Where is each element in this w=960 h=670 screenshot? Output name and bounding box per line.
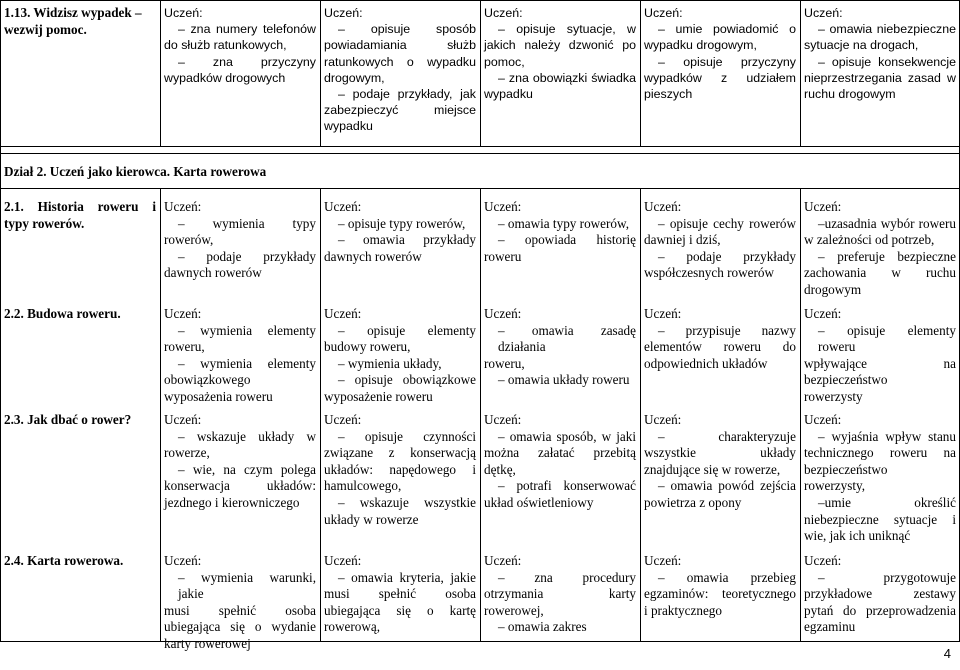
cell-line: typy rowerów. bbox=[4, 215, 85, 231]
cell-line: – zna obowiązki świadka bbox=[498, 70, 636, 85]
cell-line: wypadku bbox=[484, 87, 533, 102]
cell-line: – opisuje elementy roweru bbox=[818, 322, 956, 355]
topic-cell bbox=[0, 198, 160, 232]
cell-line: dawniej i dziś, bbox=[644, 232, 721, 248]
cell-line: budowy roweru, bbox=[324, 339, 411, 355]
req-cell bbox=[160, 552, 320, 653]
cell-line: – przypisuje nazwy bbox=[658, 322, 796, 338]
cell-line: do służb ratunkowych, bbox=[164, 38, 287, 53]
cell-line: Uczeń: bbox=[484, 553, 522, 568]
cell-line: egzaminów: teoretycznego bbox=[644, 586, 796, 602]
cell-line: – podaje przykłady bbox=[178, 248, 316, 264]
cell-line: dawnych rowerów bbox=[324, 248, 422, 264]
cell-line: nieprzestrzegania zasad w bbox=[804, 70, 956, 85]
req-cell bbox=[320, 305, 480, 406]
cell-line: Uczeń: bbox=[644, 553, 682, 568]
cell-line: Uczeń: bbox=[484, 199, 522, 214]
cell-line: – wymienia elementy bbox=[178, 322, 316, 338]
cell-line: odpowiednich układów bbox=[644, 355, 768, 371]
req-cell bbox=[480, 4, 640, 102]
cell-line: ratunkowych o wypadku bbox=[324, 54, 476, 69]
cell-line: – zna przyczyny bbox=[178, 54, 316, 69]
cell-line: wyposażenie roweru bbox=[324, 388, 433, 404]
cell-line: – omawia typy rowerów, bbox=[498, 215, 629, 231]
cell-line: rowerze, bbox=[164, 445, 210, 461]
cell-line: drogowym bbox=[804, 281, 862, 297]
cell-line: – opisuje obowiązkowe bbox=[338, 372, 476, 388]
cell-line: dawnych rowerów bbox=[164, 265, 262, 281]
cell-line: – wie, na czym polega bbox=[178, 461, 316, 477]
cell-line: rowerową, bbox=[324, 619, 381, 635]
cell-line: – omawia przykłady bbox=[338, 232, 476, 248]
cell-line: wypadków drogowych bbox=[164, 70, 286, 85]
cell-line: egzaminu bbox=[804, 619, 856, 635]
cell-line: można załatać przebitą bbox=[484, 445, 636, 461]
cell-line: Uczeń: bbox=[804, 553, 842, 568]
req-cell bbox=[480, 552, 640, 636]
req-cell bbox=[800, 4, 960, 102]
cell-line: – opisuje sytuacje, w bbox=[498, 22, 636, 37]
cell-line: – opisuje cechy rowerów bbox=[658, 215, 796, 231]
cell-line: – umie powiadomić o bbox=[658, 22, 796, 37]
cell-line: – omawia przebieg bbox=[658, 569, 796, 585]
cell-line: pieszych bbox=[644, 87, 693, 102]
req-cell bbox=[640, 4, 800, 102]
cell-line: technicznego roweru na bbox=[804, 445, 956, 461]
cell-line: Uczeń: bbox=[484, 412, 522, 427]
req-cell bbox=[160, 305, 320, 406]
cell-line: – przygotowuje bbox=[818, 569, 956, 585]
cell-line: – opisuje czynności bbox=[338, 428, 476, 444]
page-number: 4 bbox=[943, 646, 951, 662]
cell-line: – wymienia warunki, jakie bbox=[178, 569, 316, 602]
cell-line: Uczeń: bbox=[804, 412, 842, 427]
req-cell bbox=[320, 198, 480, 265]
cell-line: – opisuje typy rowerów, bbox=[338, 215, 466, 231]
cell-line: związane z konserwacją bbox=[324, 445, 476, 461]
cell-line: wypadku bbox=[324, 119, 373, 134]
cell-line: ubiegająca się o kartę bbox=[324, 602, 476, 618]
cell-line: układów: napędowego i bbox=[324, 461, 476, 477]
cell-line: –uzasadnia wybór roweru bbox=[818, 215, 956, 231]
cell-line: Uczeń: bbox=[644, 6, 683, 20]
cell-line: Uczeń: bbox=[164, 6, 203, 20]
cell-line: wie, jak ich uniknąć bbox=[804, 528, 911, 544]
req-cell bbox=[800, 411, 960, 545]
req-cell bbox=[480, 198, 640, 265]
cell-line: ruchu drogowym bbox=[804, 87, 896, 102]
cell-line: elementów roweru do bbox=[644, 339, 796, 355]
cell-line: – preferuje bezpieczne bbox=[818, 248, 956, 264]
table-border-section-top bbox=[0, 153, 960, 154]
req-cell bbox=[640, 552, 800, 619]
cell-line: Uczeń: bbox=[644, 412, 682, 427]
cell-line: układy w rowerze bbox=[324, 511, 419, 527]
cell-line: – wskazuje układy w bbox=[178, 428, 316, 444]
cell-line: – opisuje elementy bbox=[338, 322, 476, 338]
cell-line: otrzymania karty bbox=[484, 586, 636, 602]
cell-line: bezpieczeństwo bbox=[804, 461, 888, 477]
cell-line: Uczeń: bbox=[324, 306, 362, 321]
cell-line: –umie określić bbox=[818, 494, 956, 510]
cell-line: zachowania w ruchu bbox=[804, 265, 956, 281]
cell-line: roweru, bbox=[484, 355, 525, 371]
req-cell bbox=[480, 305, 640, 389]
cell-line: hamulcowego, bbox=[324, 478, 402, 494]
cell-line: drogowym, bbox=[324, 70, 385, 85]
cell-line: bezpieczeństwo bbox=[804, 372, 888, 388]
cell-line: Uczeń: bbox=[804, 306, 842, 321]
cell-line: wszystkie układy bbox=[644, 445, 796, 461]
req-cell bbox=[640, 411, 800, 512]
req-cell bbox=[800, 198, 960, 299]
cell-line: Uczeń: bbox=[484, 6, 523, 20]
cell-line: 2.1. Historia roweru i bbox=[4, 199, 156, 214]
cell-line: Uczeń: bbox=[484, 306, 522, 321]
cell-line: musi spełnić osoba bbox=[164, 602, 316, 618]
cell-line: wpływające na bbox=[804, 355, 956, 371]
cell-line: Uczeń: bbox=[644, 306, 682, 321]
cell-line: – podaje przykłady bbox=[658, 248, 796, 264]
req-cell bbox=[320, 4, 480, 135]
req-cell bbox=[160, 411, 320, 512]
cell-line: – wskazuje wszystkie bbox=[338, 494, 476, 510]
cell-line: i praktycznego bbox=[644, 602, 722, 618]
req-cell bbox=[640, 198, 800, 282]
cell-line: – wymienia układy, bbox=[338, 355, 442, 371]
cell-line: – charakteryzuje bbox=[658, 428, 796, 444]
cell-line: Uczeń: bbox=[164, 306, 202, 321]
cell-line: – opisuje konsekwencje bbox=[818, 54, 956, 69]
cell-line: Uczeń: bbox=[804, 6, 843, 20]
req-cell bbox=[640, 305, 800, 372]
section-heading: Dział 2. Uczeń jako kierowca. Karta rowerowa bbox=[4, 164, 267, 179]
cell-line: współczesnych rowerów bbox=[644, 265, 775, 281]
cell-line: Uczeń: bbox=[324, 6, 363, 20]
cell-line: Uczeń: bbox=[324, 199, 362, 214]
cell-line: wypadku drogowym, bbox=[644, 38, 757, 53]
cell-line: – omawia zakres bbox=[498, 619, 587, 635]
cell-line: rowerowej, bbox=[484, 602, 544, 618]
cell-line: wypadków z udziałem bbox=[644, 70, 796, 85]
req-cell bbox=[480, 411, 640, 512]
cell-line: roweru, bbox=[164, 339, 205, 355]
cell-line: niebezpieczne sytuacje i bbox=[804, 511, 956, 527]
cell-line: – omawia kryteria, jakie bbox=[338, 569, 476, 585]
req-cell bbox=[320, 411, 480, 528]
cell-line: roweru bbox=[484, 248, 522, 264]
cell-line: znajdujące się w rowerze, bbox=[644, 461, 781, 477]
cell-line: rowerzysty bbox=[804, 388, 863, 404]
cell-line: 2.3. Jak dbać o rower? bbox=[4, 412, 132, 427]
topic-cell bbox=[0, 305, 160, 323]
cell-line: Uczeń: bbox=[164, 199, 202, 214]
cell-line: w zależności od potrzeb, bbox=[804, 232, 935, 248]
cell-line: – potrafi konserwować bbox=[498, 478, 636, 494]
cell-line: obowiązkowego bbox=[164, 372, 251, 388]
cell-line: zabezpieczyć miejsce bbox=[324, 103, 476, 118]
cell-line: musi spełnić osoba bbox=[324, 586, 476, 602]
cell-line: – omawia zasadę działania bbox=[498, 322, 636, 355]
req-cell bbox=[160, 4, 320, 86]
cell-line: – zna numery telefonów bbox=[178, 22, 316, 37]
cell-line: Uczeń: bbox=[324, 412, 362, 427]
table-border-upper-bottom bbox=[0, 146, 960, 147]
cell-line: dętkę, bbox=[484, 461, 516, 477]
cell-line: – omawia niebezpieczne bbox=[818, 22, 956, 37]
cell-line: – wymienia typy bbox=[178, 215, 316, 231]
cell-line: – podaje przykłady, jak bbox=[338, 87, 476, 102]
cell-line: – wymienia elementy bbox=[178, 355, 316, 371]
table-border-bottom bbox=[0, 641, 960, 642]
req-cell bbox=[320, 552, 480, 636]
cell-line: jakich należy dzwonić po bbox=[484, 38, 636, 53]
cell-line: rowerzysty, bbox=[804, 478, 866, 494]
cell-line: Uczeń: bbox=[804, 199, 842, 214]
cell-line: jezdnego i kierowniczego bbox=[164, 494, 300, 510]
cell-line: Uczeń: bbox=[644, 199, 682, 214]
cell-line: wyposażenia roweru bbox=[164, 388, 273, 404]
cell-line: – opowiada historię bbox=[498, 232, 636, 248]
cell-line: Uczeń: bbox=[164, 412, 202, 427]
cell-line: – opisuje przyczyny bbox=[658, 54, 796, 69]
cell-line: – omawia układy roweru bbox=[498, 372, 630, 388]
cell-line: Uczeń: bbox=[164, 553, 202, 568]
cell-line: – zna procedury bbox=[498, 569, 636, 585]
topic-line: 1.13. Widzisz wypadek – bbox=[4, 5, 142, 20]
cell-line: – wyjaśnia wpływ stanu bbox=[818, 428, 956, 444]
req-cell bbox=[800, 305, 960, 406]
cell-line: 2.4. Karta rowerowa. bbox=[4, 553, 124, 568]
cell-line: układ oświetleniowy bbox=[484, 494, 594, 510]
cell-line: – omawia powód zejścia bbox=[658, 478, 796, 494]
req-cell bbox=[800, 552, 960, 636]
cell-line: – omawia sposób, w jaki bbox=[498, 428, 636, 444]
topic-cell bbox=[0, 552, 160, 570]
topic-cell bbox=[0, 4, 160, 38]
cell-line: przykładowe zestawy bbox=[804, 586, 956, 602]
cell-line: – opisuje sposób bbox=[338, 22, 476, 37]
cell-line: pomoc, bbox=[484, 54, 525, 69]
cell-line: pytań do przeprowadzenia bbox=[804, 602, 956, 618]
cell-line: ubiegająca się o wydanie bbox=[164, 619, 316, 635]
topic-line: wezwij pomoc. bbox=[4, 21, 87, 37]
req-cell bbox=[160, 198, 320, 282]
cell-line: sytuacje na drogach, bbox=[804, 38, 919, 53]
cell-line: powietrza z opony bbox=[644, 494, 742, 510]
cell-line: konserwacja układów: bbox=[164, 478, 316, 494]
cell-line: Uczeń: bbox=[324, 553, 362, 568]
topic-cell bbox=[0, 411, 160, 429]
cell-line: rowerów, bbox=[164, 232, 214, 248]
cell-line: 2.2. Budowa roweru. bbox=[4, 306, 121, 321]
cell-line: karty rowerowej bbox=[164, 635, 251, 651]
cell-line: powiadamiania służb bbox=[324, 38, 476, 53]
